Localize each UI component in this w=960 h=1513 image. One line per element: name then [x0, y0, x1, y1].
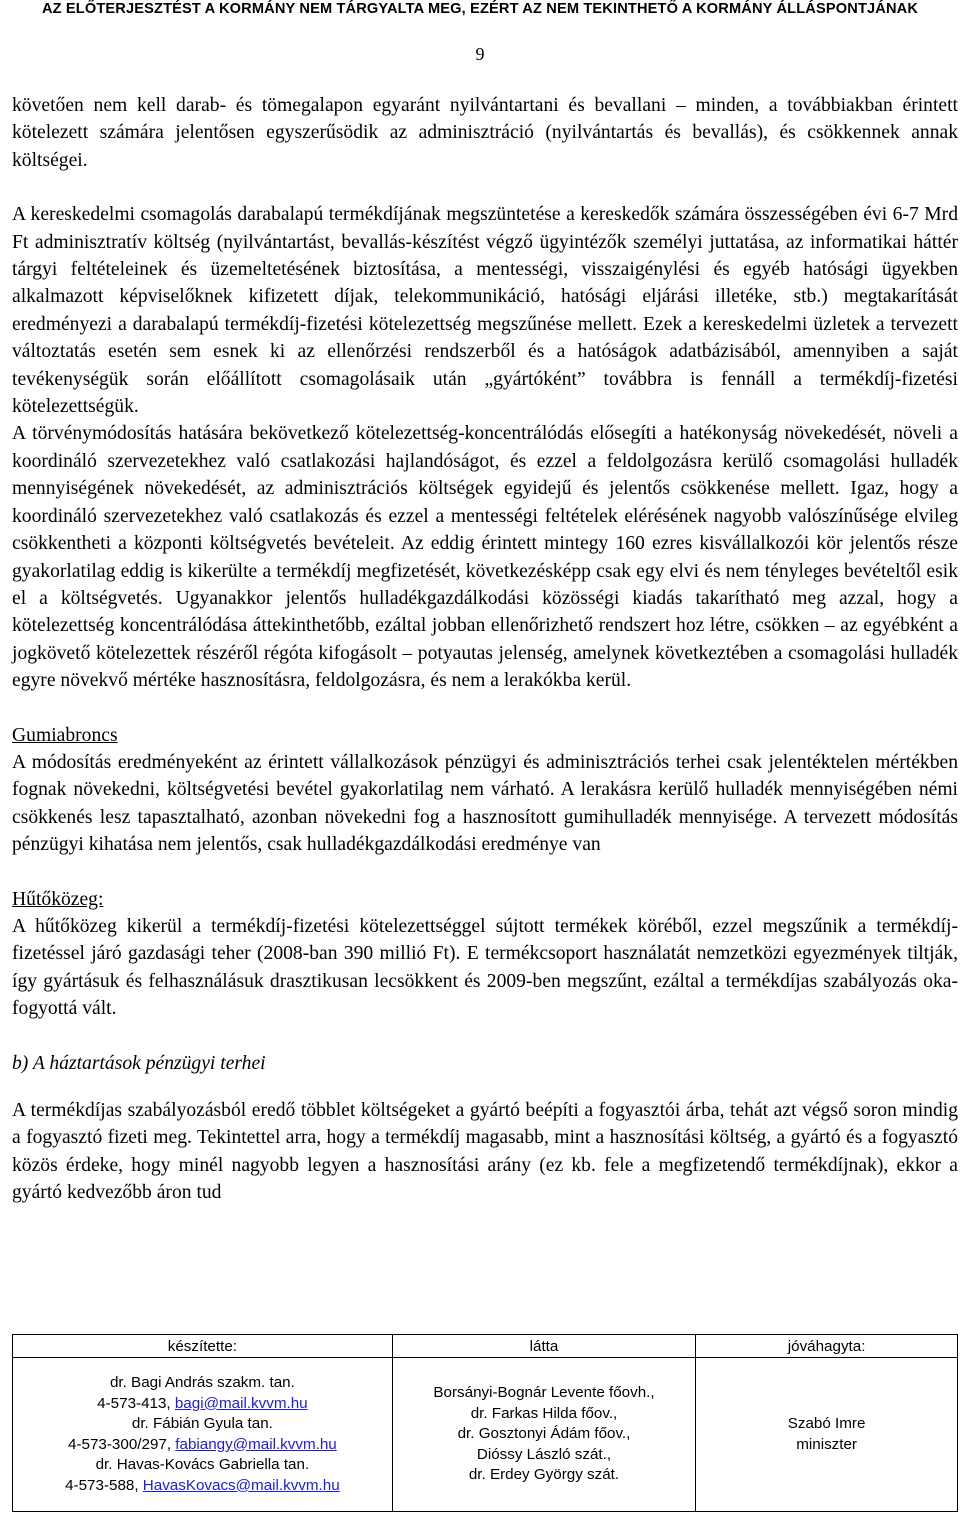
reviewer-name: Dióssy László szát.,: [476, 1445, 612, 1463]
approver-title: miniszter: [796, 1435, 857, 1453]
seen-header: látta: [392, 1335, 695, 1358]
section-heading-gumiabroncs: Gumiabroncs: [12, 724, 118, 746]
paragraph: követően nem kell darab- és tömegalapon egyaránt nyilvántartani és bevallani – minden, a továbbiakban érintett kötelezett számára jelentősen egyszerűsödik az adminisztráció (nyilvántartás és bevallás), és csökkennek annak költségei.: [12, 95, 958, 171]
seen-cell: [392, 1358, 695, 1512]
preparer-contact: 4-573-413, bagi@mail.kvvm.hu: [97, 1394, 308, 1412]
paragraph: A kereskedelmi csomagolás darabalapú termékdíjának megszüntetése a kereskedők számára összességében évi 6-7 Mrd Ft adminisztratív költség (nyilvántartást, bevallás-készítést végző ügyintézők személyi juttatása, az informatikai háttér tárgyi feltételeinek és üzemeltetésének biztosítása, a mentességi, visszaigénylési és egyéb hatósági ügyekben alkalmazott képviselőknek kifizetett díjak, telekommunikáció, hatósági eljárási illetéke, stb.) megtakarítását eredményezi a darabalapú termékdíj-fizetési kötelezettség megszűnése mellett. Ezek a kereskedelmi üzletek a tervezett változtatás esetén sem esnek ki az ellenőrzési rendszerből és a hatóságok adatbázisából, amennyiben a saját tevékenységük során előállított csomagolásaik után „gyártóként” továbbra is fennáll a termékdíj-fizetési kötelezettségük.: [12, 204, 958, 418]
preparer-contact: 4-573-300/297, fabiangy@mail.kvvm.hu: [68, 1435, 337, 1453]
prepared-cell: [13, 1358, 393, 1512]
preparer-contact: 4-573-588, HavasKovacs@mail.kvvm.hu: [65, 1476, 340, 1494]
paragraph: A hűtőközeg kikerül a termékdíj-fizetési kötelezettséggel sújtott termékek köréből, ezzel megszűnik a termékdíj-fizetéssel járó gazdasági teher (2008-ban 390 millió Ft). E termékcsoport használatát nemzetközi egyezmények tiltják, így gyártásuk és felhasználásuk drasztikusan lecsökkent és 2009-ben megszűnt, ezáltal a termékdíjas szabályozás oka-fogyottá vált.: [12, 915, 958, 1020]
preparer-name: dr. Fábián Gyula tan.: [131, 1415, 273, 1432]
email-link[interactable]: bagi@mail.kvvm.hu: [174, 1394, 308, 1412]
prepared-header: készítette:: [13, 1335, 393, 1358]
paragraph: A termékdíjas szabályozásból eredő többlet költségeket a gyártó beépíti a fogyasztói árba, tehát azt végső soron mindig a fogyasztó fizeti meg. Tekintettel arra, hogy a termékdíj magasabb, mint a hasznosítási költség, a gyártó és a fogyasztó közös érdeke, hogy minél nagyobb legyen a hasznosítási arány (ez kb. fele a megfizetendő termékdíjnak), ekkor a gyártó kedvezőbb áron tud: [12, 1100, 958, 1204]
approved-cell: [696, 1358, 958, 1512]
section-heading-haztartasok: b) A háztartások pénzügyi terhei: [12, 1052, 266, 1074]
document-body: [12, 92, 958, 1207]
section-heading-hutokozeg: Hűtőközeg:: [12, 888, 104, 910]
paragraph: A törvénymódosítás hatására bekövetkező kötelezettség-koncentrálódás elősegíti a hatékonyság növekedését, növeli a koordináló szervezetekhez való csatlakozási hajlandóságot, és ezzel a feldolgozásra kerülő csomagolási hulladék mennyiségének növekedését, az adminisztrációs költségek egyidejű és jelentős csökkenése mellett. Igaz, hogy a koordináló szervezetekhez való csatlakozás és ezzel a mentességi feltételek elérésének nagyobb valószínűsége elvileg csökkentheti a központi költségvetés bevételeit. Az eddig érintett mintegy 160 ezres kisvállalkozói kör jelentős része gyakorlatilag eddig is kikerülte a termékdíj megfizetését, következésképp csak egy elvi és nem tényleges bevételtől esik el a költségvetés. Ugyanakkor jelentős hulladékgazdálkodási közösségi kiadás takarítható meg azzal, hogy a kötelezettség koncentrálódása áttekinthetőbb, ezáltal jobban ellenőrizhető rendszert hoz létre, csökken – az egyébként a jogkövető kötelezettek részéről régóta kifogásolt – potyautas jelenség, amelynek következtében a csomagolási hulladék egyre növekvő mértéke hasznosításra, feldolgozásra, és nem a lerakókba kerül.: [12, 423, 958, 692]
preparer-name: dr. Bagi András szakm. tan.: [109, 1374, 295, 1391]
reviewer-name: dr. Gosztonyi Ádám főov.,: [457, 1425, 631, 1443]
reviewer-name: Borsányi-Bognár Levente főovh.,: [433, 1384, 655, 1402]
confidentiality-banner: AZ ELŐTERJESZTÉST A KORMÁNY NEM TÁRGYALTA MEG, EZÉRT AZ NEM TEKINTHETŐ A KORMÁNY ÁLLÁSPONTJÁNAK: [41, 1, 919, 17]
paragraph: A módosítás eredményeként az érintett vállalkozások pénzügyi és adminisztrációs terhei csak jelentéktelen mértékben fognak növekedni, költségvetési bevétel gyakorlatilag nem várható. A lerakásra kerülő hulladék mennyiségében némi csökkenés lesz tapasztalható, azonban növekedni fog a hasznosított gumihulladék mennyisége. A tervezett módosítás pénzügyi kihatása nem jelentős, csak hulladékgazdálkodási eredménye van: [12, 751, 958, 856]
reviewer-name: dr. Erdey György szát.: [468, 1466, 620, 1484]
page-number: 9: [475, 44, 485, 64]
preparer-name: dr. Havas-Kovács Gabriella tan.: [95, 1456, 310, 1473]
approved-header: jóváhagyta:: [696, 1335, 958, 1358]
approver-name: Szabó Imre: [787, 1415, 866, 1432]
reviewer-name: dr. Farkas Hilda főov.,: [470, 1404, 618, 1422]
email-link[interactable]: fabiangy@mail.kvvm.hu: [175, 1435, 337, 1453]
signature-table: [12, 1334, 958, 1512]
email-link[interactable]: HavasKovacs@mail.kvvm.hu: [142, 1476, 340, 1494]
